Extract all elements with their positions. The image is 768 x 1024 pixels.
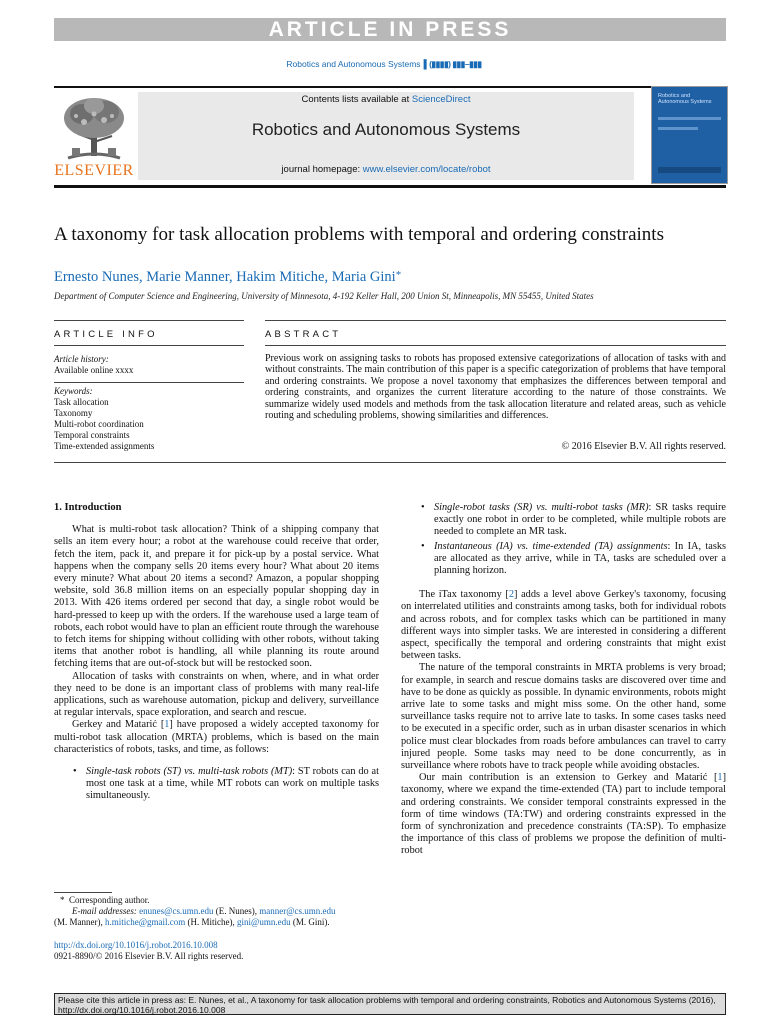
bullet-icon: • xyxy=(73,766,77,778)
journal-homepage-line xyxy=(138,164,634,175)
bullet-list xyxy=(401,502,726,577)
paragraph: What is multi-robot task allocation? Think of a shipping company that sells an item every hour; a robot at the warehouse could receive that order, fetch the item, pack it, and prepare it for pick-up by a postal service. What happens when the company sells 20 items every hour? What about 20 items every minute? What about 20 items a second? Amazon, a popular shopping website, sold 36.8 million items on an especially popular shopping day in 2013. With 426 items ordered per second that day, a single robot would be hard-pressed to keep up with the orders. If the warehouse used a large team of robots, each robot would have to plan an efficient route through the warehouse to fetch items for shipping without colliding with other robots, without taking items that another robot is handling, all while planning its route around fetching items that are out-of-stock but will be restocked soon. xyxy=(54,524,379,670)
paragraph xyxy=(401,772,726,857)
left-column xyxy=(54,502,379,803)
email-link[interactable]: manner@cs.umn.edu xyxy=(259,906,336,916)
keyword: Time-extended assignments xyxy=(54,441,155,451)
doi-block xyxy=(54,940,243,962)
bullet-text: : In IA, tasks are allocated as they arrive, while in TA, tasks are scheduled over a planning horizon. xyxy=(434,540,726,577)
bullet-term: Instantaneous (IA) vs. time-extended (TA) assignments xyxy=(434,540,668,552)
cover-decoration xyxy=(658,127,698,130)
article-info-rule-top xyxy=(54,320,244,321)
paragraph-text: ] taxonomy, where we expand the time-extended (TA) part to include temporal and ordering constraints. We consider temporal constraints expressed in the form of time windows (TA:TW) and ordering constraints expressed in the form of synchronization and precedence constraints (TA:SP). To emphasize the importance of this class of problems we propose the definition of multi-robot xyxy=(401,772,726,857)
bullet-icon: • xyxy=(421,540,425,552)
abstract-rule-mid xyxy=(265,345,726,346)
elsevier-wordmark: ELSEVIER xyxy=(54,162,134,179)
bullet-term: Single-task robots (ST) vs. multi-task robots (MT) xyxy=(86,766,293,778)
history-label: Article history: xyxy=(54,354,109,364)
section-title: 1. Introduction xyxy=(54,502,122,513)
keywords-rule xyxy=(54,382,244,383)
paragraph: The nature of the temporal constraints in MRTA problems is very broad; for example, in search and rescue domains tasks are discovered over time and have to be done as quickly as possible. In dynamic environments, robots might arrive late to some tasks and might miss some. On the other hand, some surveillance tasks require not to arrive late to tasks. In some cases tasks need to be executed in a specific order, such as in urban disaster scenarios in which police must clear blockades from roads before ambulances can travel to carry injured people. Some tasks may need to be done concurrently, as in surveillance where robots have to track people while avoiding obstacles. xyxy=(401,662,726,772)
article-info-rule-mid xyxy=(54,345,244,346)
footnote-corresponding-text: Corresponding author. xyxy=(69,895,150,905)
abstract-rule-top xyxy=(265,320,726,321)
footnote-rule xyxy=(54,892,112,893)
list-item xyxy=(421,502,726,539)
footnote xyxy=(54,895,394,928)
email-owner: (E. Nunes), xyxy=(213,906,260,916)
author-separator: , xyxy=(138,269,147,285)
bullet-list xyxy=(54,766,379,803)
footnote-corresponding xyxy=(54,895,394,906)
journal-cover-thumbnail xyxy=(651,86,728,184)
article-info-heading: ARTICLE INFO xyxy=(54,329,158,340)
keyword: Taxonomy xyxy=(54,408,93,418)
keyword: Task allocation xyxy=(54,397,109,407)
email-owner: (M. Gini). xyxy=(290,917,330,927)
article-in-press-banner: ARTICLE IN PRESS xyxy=(54,18,726,41)
email-link[interactable]: enunes@cs.umn.edu xyxy=(139,906,214,916)
author-name[interactable]: Hakim Mitiche xyxy=(236,269,325,285)
elsevier-logo xyxy=(54,92,134,180)
paragraph-text: Gerkey and Matarić [ xyxy=(72,719,165,731)
paragraph xyxy=(401,589,726,662)
list-item xyxy=(73,766,379,803)
abstract-text: Previous work on assigning tasks to robots has proposed extensive categorizations of allocation of tasks with and without constraints. The main contribution of this paper is a specific categorization of problems that have temporal and ordering constraints. We propose a novel taxonomy that emphasizes the differences between temporal and ordering constraints, and organizes the current literature according to the nature of those constraints. We summarize widely used models and methods from the task allocation literature and related areas, such as vehicle routing and scheduling problems, showing similarities and differences. xyxy=(265,353,726,422)
author-name[interactable]: Ernesto Nunes xyxy=(54,269,139,285)
cover-decoration xyxy=(658,117,721,120)
bullet-term: Single-robot tasks (SR) vs. multi-robot tasks (MR) xyxy=(434,502,649,513)
abstract-rule-bottom xyxy=(54,462,726,463)
citation-link[interactable]: 1 xyxy=(164,719,170,731)
footnote-emails xyxy=(54,906,394,917)
footnote-emails-cont xyxy=(54,917,394,928)
journal-name: Robotics and Autonomous Systems xyxy=(251,120,521,139)
author-name[interactable]: Maria Gini xyxy=(331,269,396,285)
header-rule-top xyxy=(54,86,726,88)
email-link[interactable]: h.mitiche@gmail.com xyxy=(105,917,186,927)
paragraph xyxy=(54,719,379,756)
author-separator: , xyxy=(324,269,332,285)
homepage-prefix: journal homepage: xyxy=(281,164,361,175)
running-head-journal-link[interactable]: Robotics and Autonomous Systems xyxy=(286,59,421,69)
bullet-text: : ST robots can do at most one task at a time, while MT robots can work on multiple tasks simultaneously. xyxy=(86,766,379,802)
footnote-mark: * xyxy=(60,895,65,905)
corresponding-author-mark[interactable]: * xyxy=(395,269,402,281)
author-separator: , xyxy=(228,269,237,285)
issn-line: 0921-8890/© 2016 Elsevier B.V. All rights reserved. xyxy=(54,951,244,961)
history-value: Available online xxxx xyxy=(54,365,134,375)
abstract-heading: ABSTRACT xyxy=(265,329,342,340)
list-item xyxy=(421,540,726,578)
contents-prefix: Contents lists available at xyxy=(301,94,410,105)
contents-line xyxy=(138,94,634,105)
citation-link[interactable]: 2 xyxy=(508,589,514,601)
bullet-icon: • xyxy=(421,502,425,513)
abstract-copyright: © 2016 Elsevier B.V. All rights reserved. xyxy=(561,441,726,452)
affiliation: Department of Computer Science and Engineering, University of Minnesota, 4-192 Keller Hall, 200 Union St, Minneapolis, MN 55455, United States xyxy=(54,291,594,301)
journal-homepage-link[interactable]: www.elsevier.com/locate/robot xyxy=(362,164,491,175)
email-owner: (H. Mitiche), xyxy=(185,917,238,927)
right-column xyxy=(401,502,726,858)
citation-notice-box: Please cite this article in press as: E. Nunes, et al., A taxonomy for task allocation problems with temporal and ordering constraints, Robotics and Autonomous Systems (2016), http://dx.doi.org/10.1016/j.robot.2016.10.008 xyxy=(54,993,726,1015)
paragraph: Allocation of tasks with constraints on when, where, and in what order they need to be done is an important class of problems with many real-life applications, such as warehouse automation, pickup and delivery, surveillance at regular intervals, space exploration, and search and rescue. xyxy=(54,670,379,719)
cover-decoration xyxy=(658,167,721,173)
doi-link[interactable]: http://dx.doi.org/10.1016/j.robot.2016.10.008 xyxy=(54,940,218,950)
paragraph-text: The iTax taxonomy [ xyxy=(419,589,509,601)
email-label: E-mail addresses: xyxy=(72,906,137,916)
paragraph-text: ] have proposed a widely accepted taxonomy for multi-robot task allocation (MRTA) problems, which is based on the main characteristics of robots, tasks, and time, as follows: xyxy=(54,719,379,755)
running-head-page-placeholder: ▌(▮▮▮▮) ▮▮▮–▮▮▮ xyxy=(423,59,482,69)
paragraph-text: ] adds a level above Gerkey's taxonomy, focusing on interrelated utilities and constraints among tasks, both for individual robots and across robots, and for complex tasks which can be partitioned in many different ways into simpler tasks. We are interested in considering a different aspect, specifically the temporal and ordering constraints that might exist between tasks. xyxy=(401,589,727,662)
journal-header-box xyxy=(138,92,634,180)
keywords-label: Keywords: xyxy=(54,386,93,396)
citation-link[interactable]: 1 xyxy=(717,772,723,784)
email-link[interactable]: gini@umn.edu xyxy=(237,917,291,927)
keyword: Temporal constraints xyxy=(54,430,130,440)
author-name[interactable]: Marie Manner xyxy=(146,269,229,285)
article-info-panel xyxy=(54,354,244,452)
sciencedirect-link[interactable]: ScienceDirect xyxy=(411,94,471,105)
elsevier-tree-icon xyxy=(54,92,134,164)
keyword: Multi-robot coordination xyxy=(54,419,144,429)
author-list xyxy=(54,269,401,286)
paragraph-text: Our main contribution is an extension to Gerkey and Matarić [ xyxy=(419,772,718,784)
header-rule-bottom xyxy=(54,185,726,188)
cover-title: Robotics and Autonomous Systems xyxy=(658,93,712,105)
article-title: A taxonomy for task allocation problems with temporal and ordering constraints xyxy=(54,224,664,245)
email-owner: (M. Manner), xyxy=(54,917,105,927)
running-head xyxy=(0,59,768,70)
bullet-text: : SR tasks require exactly one robot in order to be completed, while multiple robots are needed to complete an MR task. xyxy=(434,502,726,538)
